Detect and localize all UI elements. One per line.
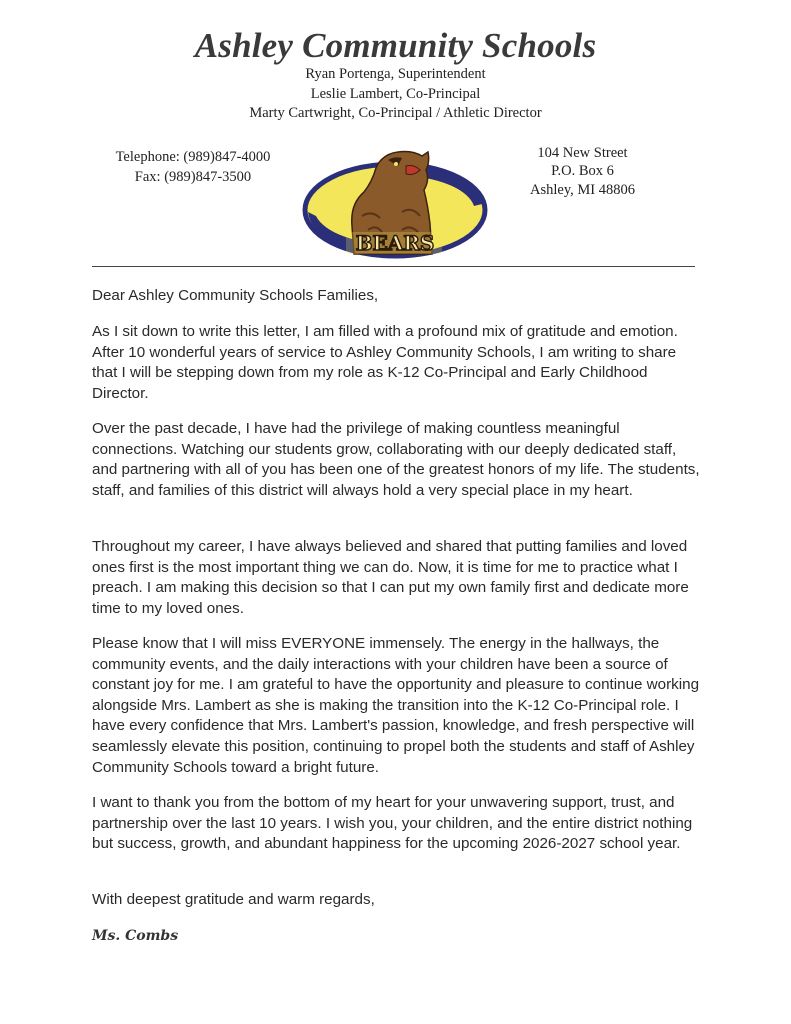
paragraph-text: Throughout my career, I have always believed and shared that putting families and loved ones first is the most important thing we can do. Now, it is time for me to practice what I preach. I am making this decision so that I can put my own family first and dedicate more time to my loved ones.	[92, 538, 689, 617]
athletic-director-line: Marty Cartwright, Co-Principal / Athletic Director	[249, 105, 542, 121]
superintendent-line: Ryan Portenga, Superintendent	[305, 66, 486, 82]
paragraph-text: Please know that I will miss EVERYONE immensely. The energy in the hallways, the community events, and the daily interactions with your children have been a source of constant joy for me. I am grateful to have the opportunity and pleasure to continue working alongside Mrs. Lambert as she is making the transition into the K-12 Co-Principal role. I have every confidence that Mrs. Lambert's passion, knowledge, and fresh perspective will seamlessly elevate this position, continuing to propel both the students and staff of Ashley Community Schools toward a bright future.	[92, 635, 700, 776]
address-street: 104 New Street	[537, 145, 628, 161]
co-principal-line: Leslie Lambert, Co-Principal	[310, 86, 481, 102]
salutation: Dear Ashley Community Schools Families,	[92, 287, 379, 304]
address-city: Ashley, MI 48806	[530, 182, 635, 198]
paragraph-family	[92, 537, 702, 619]
signature: Ms. Combs	[92, 928, 179, 944]
paragraph-text: Over the past decade, I have had the privilege of making countless meaningful connections. Watching our students grow, collaborating with our deeply dedicated staff, and partnering with all of you has been one of the greatest honors of my life. The students, staff, and families of this district will always hold a very special place in my heart.	[92, 420, 700, 499]
logo-wordmark: BEARS	[355, 231, 435, 255]
paragraph-thanks	[92, 793, 702, 855]
telephone-number: Telephone: (989)847-4000	[115, 149, 271, 165]
paragraph-announcement	[92, 322, 702, 404]
bears-logo	[302, 146, 488, 264]
paragraph-reflection	[92, 419, 702, 501]
paragraph-text: I want to thank you from the bottom of my heart for your unwavering support, trust, and partnership over the last 10 years. I wish you, your children, and the entire district nothing but success, growth, and abundant happiness for the upcoming 2026-2027 school year.	[92, 794, 693, 853]
address-po-box: P.O. Box 6	[551, 163, 614, 179]
paragraph-text: As I sit down to write this letter, I am filled with a profound mix of gratitude and emotion. After 10 wonderful years of service to Ashley Community Schools, I am writing to share that I will be stepping down from my role as K-12 Co-Principal and Early Childhood Director.	[92, 323, 678, 402]
school-name-heading: Ashley Community Schools	[194, 26, 597, 65]
fax-number: Fax: (989)847-3500	[134, 169, 252, 185]
letterhead-divider	[92, 266, 695, 267]
paragraph-transition	[92, 634, 702, 778]
closing-line: With deepest gratitude and warm regards,	[92, 891, 375, 908]
